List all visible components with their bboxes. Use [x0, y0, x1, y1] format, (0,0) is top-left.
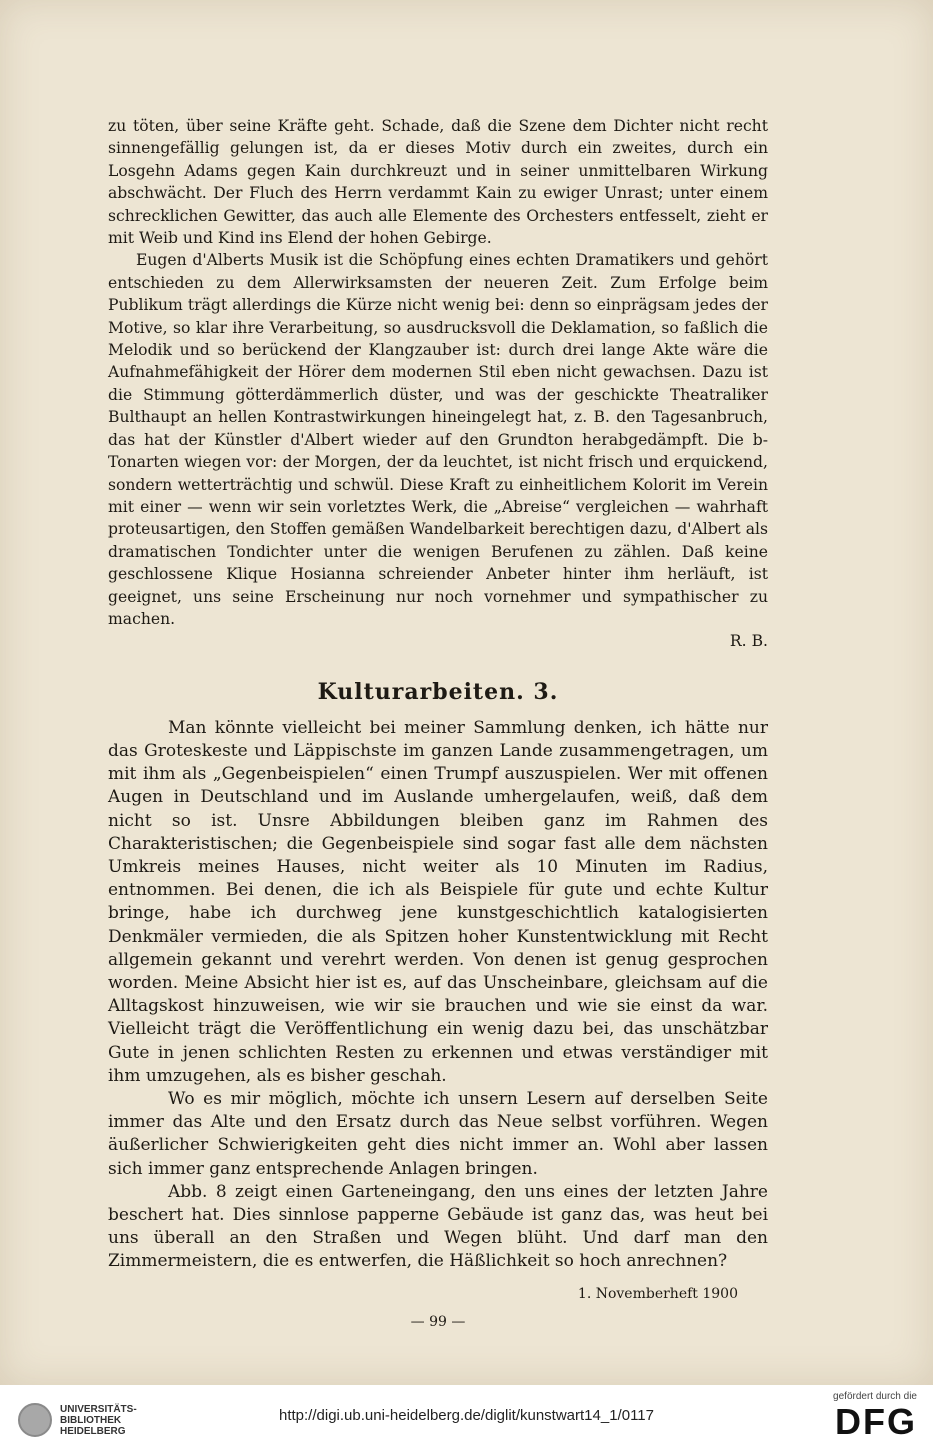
page-url-link[interactable]: http://digi.ub.uni-heidelberg.de/diglit/kunstwart14_1/0117: [279, 1407, 654, 1424]
review-paragraph-2: Eugen d'Alberts Musik ist die Schöpfung eines echten Dramatikers und gehört entschieden zu dem Allerwirksamsten der neueren Zeit. Zum Erfolge beim Publikum trägt allerdings die Kürze nicht wenig bei: denn so einprägsam jedes der Motive, so klar ihre Verarbeitung, so ausdrucksvoll die Deklamation, so faßlich die Melodik und so berückend der Klangzauber ist: durch drei lange Akte wäre die Aufnahmefähigkeit der Hörer dem modernen Stil eben nicht gewachsen. Dazu ist die Stimmung götterdämmerlich düster, und was der geschickte Theatraliker Bulthaupt an hellen Kontrastwirkungen hineingelegt hat, z. B. den Tagesanbruch, das hat der Künstler d'Albert wieder auf den Grundton herabgedämpft. Die b-Tonarten wiegen vor: der Morgen, der da leuchtet, ist nicht frisch und erquickend, sondern wetterträchtig und schwül. Diese Kraft zu einheitlichem Kolorit im Verein mit einer — wenn wir sein vorletztes Werk, die „Abreise“ vergleichen — wahrhaft proteusartigen, den Stoffen gemäßen Wandelbarkeit berechtigen dazu, d'Albert als dramatischen Tondichter unter die wenigen Berufenen zu zählen. Daß keine geschlossene Klique Hosianna schreiender Anbeter hinter ihm herläuft, ist geeignet, uns seine Erscheinung nur noch vornehmer und sympathischer zu machen.: [108, 251, 768, 628]
page-number: — 99 —: [410, 1313, 466, 1330]
previous-review: [108, 115, 768, 653]
review-signature: R. B.: [729, 632, 768, 651]
review-signature-row: [108, 630, 768, 652]
issue-line: 1. Novemberheft 1900: [577, 1285, 738, 1302]
viewer-footer: [0, 1385, 933, 1454]
article-body: [108, 717, 768, 1274]
library-line-2: BIBLIOTHEK: [60, 1414, 122, 1426]
dfg-wordmark: DFG: [835, 1401, 917, 1442]
text-column: [108, 115, 768, 1330]
library-line-3: HEIDELBERG: [60, 1425, 126, 1437]
funded-by-label: gefördert durch die: [833, 1391, 917, 1402]
article-paragraph-3: Abb. 8 zeigt einen Garteneingang, den uns eines der letzten Jahre beschert hat. Dies sinnlose papperne Gebäude ist ganz das, was heut bei uns überall an den Straßen und Wegen blüht. Und darf man den Zimmermeistern, die es entwerfen, die Häßlichkeit so hoch anrechnen?: [108, 1181, 768, 1272]
article-paragraph-2: Wo es mir möglich, möchte ich unsern Lesern auf derselben Seite immer das Alte und den Ersatz durch das Neue selbst vorführen. Wegen äußerlicher Schwierigkeiten geht dies nicht immer an. Wohl aber lassen sich immer ganz entsprechende Anlagen bringen.: [108, 1089, 768, 1179]
library-line-1: UNIVERSITÄTS-: [60, 1403, 137, 1415]
article-title: Kulturarbeiten. 3.: [317, 678, 559, 705]
article-paragraph-1: Man könnte vielleicht bei meiner Sammlung denken, ich hätte nur das Groteskeste und Läppischste im ganzen Lande zusammengetragen, um mit ihm als „Gegenbeispielen“ einen Trumpf auszuspielen. Wer mit offenen Augen in Deutschland und im Auslande umhergelaufen, weiß, daß dem nicht so ist. Unsre Abbildungen bleiben ganz im Rahmen des Charakteristischen; die Gegenbeispiele sind sogar fast alle dem nächsten Umkreis meines Hauses, nicht weiter als 10 Minuten im Radius, entnommen. Bei denen, die ich als Beispiele für gute und echte Kultur bringe, habe ich durchweg jene kunstgeschichtlich katalogisierten Denkmäler vermieden, die als Spitzen hoher Kunstentwicklung mit Recht allgemein gekannt und verehrt werden. Von denen ist genug gesprochen worden. Meine Absicht hier ist es, auf das Unscheinbare, gleichsam auf die Alltagskost hinzuweisen, wie wir sie brauchen und wie sie einst da war. Vielleicht trägt die Veröffentlichung ein wenig dazu bei, das unschätzbar Gute in jenen schlichten Resten zu erkennen und etwas verständiger mit ihm umzugehen, als es bisher geschah.: [108, 717, 768, 1086]
review-paragraph-1: zu töten, über seine Kräfte geht. Schade, daß die Szene dem Dichter nicht recht sinnengefällig gelungen ist, da er dieses Motiv durch ein zweites, durch ein Losgehn Adams gegen Kain durchkreuzt und in seiner unmittelbaren Wirkung abschwächt. Der Fluch des Herrn verdammt Kain zu ewiger Unrast; unter einem schrecklichen Gewitter, das auch alle Elemente des Orchesters entfesselt, zieht er mit Weib und Kind ins Elend der hohen Gebirge.: [108, 117, 768, 248]
dfg-logo[interactable]: [833, 1391, 917, 1442]
